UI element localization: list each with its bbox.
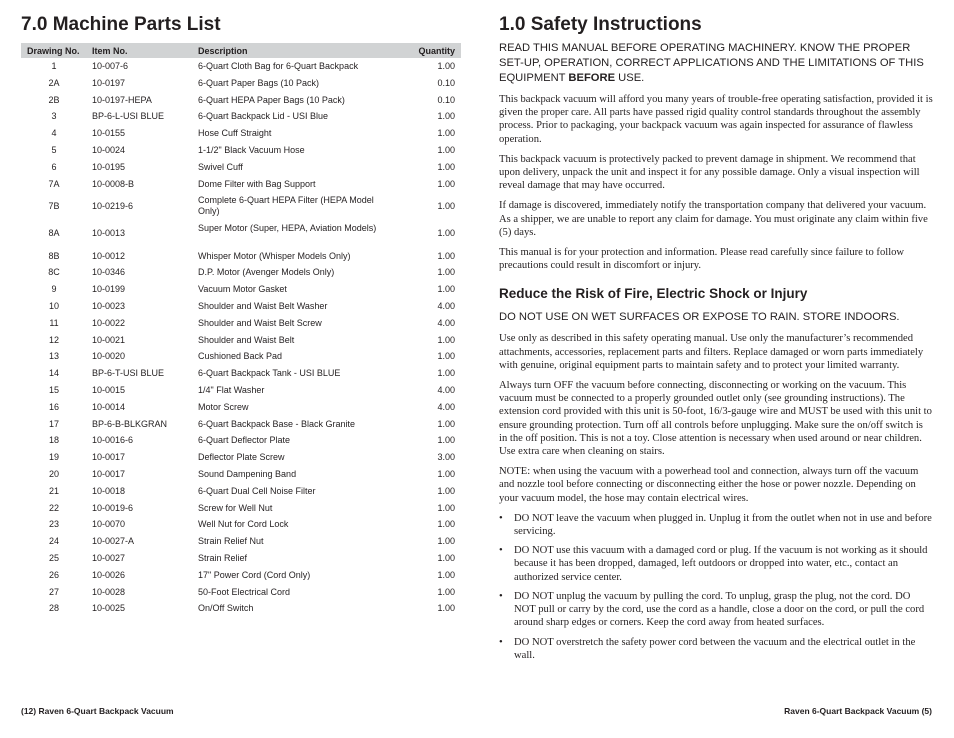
item-no-cell: 10-0020 — [92, 351, 126, 362]
quantity-cell: 1.00 — [437, 435, 455, 446]
safety-page — [499, 14, 933, 668]
quantity-cell: 1.00 — [437, 144, 455, 155]
quantity-cell: 3.00 — [437, 452, 455, 463]
item-no-cell: 10-0015 — [92, 384, 126, 395]
parts-table-row — [21, 142, 461, 159]
quantity-cell: 1.00 — [437, 250, 455, 261]
drawing-no-cell: 26 — [48, 569, 59, 580]
drawing-no-cell: 28 — [48, 603, 59, 614]
bullet-text: DO NOT overstretch the safety power cord between the vacuum and the electrical outlet in the wall. — [514, 636, 916, 661]
parts-table-row — [21, 332, 461, 349]
quantity-cell: 1.00 — [437, 128, 455, 139]
parts-list-title: 7.0 Machine Parts List — [21, 14, 221, 35]
quantity-cell: 1.00 — [437, 61, 455, 71]
parts-table-row — [21, 550, 461, 567]
description-cell: Shoulder and Waist Belt Washer — [198, 300, 328, 311]
intro-text-b: USE. — [615, 72, 645, 84]
description-cell: 6-Quart Backpack Lid - USI Blue — [198, 111, 329, 122]
description-cell: Deflector Plate Screw — [198, 452, 285, 463]
drawing-no-cell: 23 — [48, 519, 59, 530]
drawing-no-cell: 20 — [48, 468, 59, 479]
description-cell: Screw for Well Nut — [198, 502, 273, 513]
drawing-no-cell: 10 — [48, 300, 59, 311]
drawing-no-cell: 24 — [48, 536, 59, 547]
header-item-no: Item No. — [87, 43, 193, 58]
bullet-text: DO NOT use this vacuum with a damaged cord or plug. If the vacuum is not working as it should because it has been dropped, damaged, left outdoors or dropped into water, etc., contact an authorized service center. — [514, 545, 928, 583]
description-cell: Swivel Cuff — [198, 161, 243, 172]
description-cell: Sound Dampening Band — [198, 468, 297, 479]
description-cell: 6-Quart Backpack Base - Black Granite — [198, 418, 356, 429]
bullet-icon: • — [499, 590, 503, 602]
description-cell: 6-Quart Paper Bags (10 Pack) — [198, 77, 320, 88]
item-no-cell: 10-0013 — [92, 228, 126, 239]
description-cell: Whisper Motor (Whisper Models Only) — [198, 250, 351, 261]
description-cell: Shoulder and Waist Belt Screw — [198, 317, 322, 328]
item-no-cell: 10-0019-6 — [92, 502, 134, 513]
description-cell: Shoulder and Waist Belt — [198, 334, 295, 345]
parts-table-row — [21, 365, 461, 382]
drawing-no-cell: 7A — [48, 178, 60, 189]
parts-table-row — [21, 449, 461, 466]
description-cell: Well Nut for Cord Lock — [198, 519, 289, 530]
parts-table-row — [21, 264, 461, 281]
parts-table-row — [21, 125, 461, 142]
bullet-item — [499, 512, 933, 538]
description-cell: Strain Relief — [198, 552, 248, 563]
description-cell: 6-Quart HEPA Paper Bags (10 Pack) — [198, 94, 345, 105]
item-no-cell: 10-0197 — [92, 77, 126, 88]
parts-table-header — [21, 43, 461, 58]
parts-table-row — [21, 500, 461, 517]
item-no-cell: 10-0197-HEPA — [92, 94, 152, 105]
description-cell: Hose Cuff Straight — [198, 128, 272, 139]
quantity-cell: 0.10 — [437, 94, 455, 105]
wet-surfaces-warning: DO NOT USE ON WET SURFACES OR EXPOSE TO RAIN. STORE INDOORS. — [499, 311, 900, 324]
bullet-text: DO NOT unplug the vacuum by pulling the cord. To unplug, grasp the plug, not the cord. DO NOT pull or carry by the cord, use the cord as a handle, close a door on the cord, or pull the cord around sharp edges or corners. Keep the cord away from heated surfaces. — [514, 590, 925, 629]
parts-table-row — [21, 176, 461, 193]
description-cell: On/Off Switch — [198, 603, 254, 614]
parts-table-row — [21, 108, 461, 125]
quantity-cell: 4.00 — [437, 401, 455, 412]
item-no-cell: 10-0016-6 — [92, 435, 134, 446]
description-cell: Strain Relief Nut — [198, 536, 264, 547]
parts-table-row — [21, 192, 461, 220]
description-cell: Dome Filter with Bag Support — [198, 178, 316, 189]
parts-table — [21, 43, 461, 617]
quantity-cell: 1.00 — [437, 334, 455, 345]
paragraph-turn-off: Always turn OFF the vacuum before connecting, disconnecting or working on the vacuum. This vacuum must be connected to a properly grounded outlet only (see grounding instructions). The extension cord provided with this unit is 50-foot, 16/3-gauge wire and MUST be used with this unit to ensure grounding protection. Turn off all controls before unplugging. Make sure the on/off switch is in the off position. This is not a toy. Close attention is necessary when used around or near children. Use extra care when cleaning on stairs. — [499, 380, 932, 458]
item-no-cell: 10-0195 — [92, 161, 126, 172]
quantity-cell: 1.00 — [437, 603, 455, 614]
drawing-no-cell: 4 — [51, 128, 57, 139]
paragraph-care: This backpack vacuum will afford you many years of trouble-free operating satisfaction, provided it is given the proper care. All parts have passed rigid quality control standards throughout the assembly process. Prior to packaging, your backpack vacuum was again inspected for assurance of flawless operation. — [499, 94, 933, 145]
quantity-cell: 1.00 — [437, 178, 455, 189]
parts-table-row — [21, 533, 461, 550]
parts-list-page — [21, 14, 461, 617]
quantity-cell: 1.00 — [437, 368, 455, 379]
quantity-cell: 1.00 — [437, 586, 455, 597]
description-cell: 1-1/2" Black Vacuum Hose — [198, 144, 305, 155]
description-cell: Super Motor (Super, HEPA, Aviation Models) — [198, 222, 377, 233]
description-cell: Cushioned Back Pad — [198, 351, 283, 362]
parts-table-row — [21, 483, 461, 500]
parts-table-row — [21, 600, 461, 617]
drawing-no-cell: 9 — [51, 284, 57, 295]
quantity-cell: 1.00 — [437, 485, 455, 496]
item-no-cell: 10-0021 — [92, 334, 126, 345]
item-no-cell: 10-007-6 — [92, 61, 129, 71]
paragraph-use-only: Use only as described in this safety operating manual. Use only the manufacturer’s recommended attachments, accessories, replacement parts and filters. Replace damaged or worn parts immediately with genuine, original equipment parts to maintain safety and to protect your limited warranty. — [499, 333, 924, 371]
description-cell: Vacuum Motor Gasket — [198, 284, 287, 295]
quantity-cell: 4.00 — [437, 300, 455, 311]
item-no-cell: 10-0155 — [92, 128, 126, 139]
item-no-cell: 10-0026 — [92, 569, 126, 580]
drawing-no-cell: 1 — [51, 61, 57, 71]
header-quantity: Quantity — [398, 43, 461, 58]
item-no-cell: BP-6-L-USI BLUE — [92, 111, 165, 122]
bullet-icon: • — [499, 636, 503, 648]
drawing-no-cell: 2A — [48, 77, 60, 88]
drawing-no-cell: 13 — [48, 351, 59, 362]
item-no-cell: 10-0027 — [92, 552, 126, 563]
item-no-cell: 10-0346 — [92, 267, 126, 278]
parts-table-row — [21, 92, 461, 109]
parts-table-row — [21, 399, 461, 416]
drawing-no-cell: 6 — [51, 161, 57, 172]
quantity-cell: 1.00 — [437, 111, 455, 122]
bullet-text: DO NOT leave the vacuum when plugged in. Unplug it from the outlet when not in use and before servicing. — [514, 512, 932, 538]
quantity-cell: 1.00 — [437, 267, 455, 278]
drawing-no-cell: 12 — [48, 334, 59, 345]
item-no-cell: 10-0025 — [92, 603, 126, 614]
quantity-cell: 1.00 — [437, 228, 455, 239]
bullet-item — [499, 544, 933, 584]
item-no-cell: 10-0023 — [92, 300, 126, 311]
right-page-footer: Raven 6-Quart Backpack Vacuum (5) — [784, 706, 932, 716]
quantity-cell: 0.10 — [437, 77, 455, 88]
item-no-cell: 10-0022 — [92, 317, 126, 328]
parts-table-row — [21, 159, 461, 176]
parts-table-row — [21, 298, 461, 315]
quantity-cell: 4.00 — [437, 317, 455, 328]
description-cell: 17" Power Cord (Cord Only) — [198, 569, 311, 580]
parts-table-row — [21, 516, 461, 533]
parts-table-row — [21, 584, 461, 601]
drawing-no-cell: 11 — [49, 317, 59, 328]
bullet-icon: • — [499, 545, 503, 557]
header-drawing-no: Drawing No. — [21, 43, 87, 58]
description-cell: Complete 6-Quart HEPA Filter (HEPA Model Only) — [198, 195, 374, 217]
item-no-cell: 10-0017 — [92, 468, 126, 479]
bullet-item — [499, 590, 933, 630]
item-no-cell: 10-0199 — [92, 284, 126, 295]
quantity-cell: 4.00 — [437, 384, 455, 395]
item-no-cell: 10-0012 — [92, 250, 126, 261]
quantity-cell: 1.00 — [437, 200, 455, 211]
parts-table-row — [21, 281, 461, 298]
item-no-cell: 10-0008-B — [92, 178, 135, 189]
quantity-cell: 1.00 — [437, 351, 455, 362]
drawing-no-cell: 2B — [48, 94, 60, 105]
item-no-cell: 10-0018 — [92, 485, 126, 496]
drawing-no-cell: 21 — [48, 485, 59, 496]
parts-table-row — [21, 348, 461, 365]
parts-table-row — [21, 220, 461, 248]
drawing-no-cell: 25 — [48, 552, 59, 563]
left-page-footer: (12) Raven 6-Quart Backpack Vacuum — [21, 706, 174, 716]
drawing-no-cell: 17 — [48, 418, 59, 429]
description-cell: 6-Quart Dual Cell Noise Filter — [198, 485, 316, 496]
description-cell: Motor Screw — [198, 401, 249, 412]
item-no-cell: 10-0219-6 — [92, 200, 134, 211]
bullet-icon: • — [499, 512, 503, 524]
safety-title: 1.0 Safety Instructions — [499, 14, 702, 35]
drawing-no-cell: 14 — [48, 368, 59, 379]
description-cell: 50-Foot Electrical Cord — [198, 586, 291, 597]
bullet-item — [499, 636, 933, 662]
parts-table-row — [21, 75, 461, 92]
drawing-no-cell: 3 — [51, 111, 57, 122]
item-no-cell: BP-6-T-USI BLUE — [92, 368, 165, 379]
paragraph-damage: If damage is discovered, immediately notify the transportation company that delivered your vacuum. As a shipper, we are unable to report any claim for damage. You must originate any claim within five (5) days. — [499, 200, 928, 238]
item-no-cell: 10-0028 — [92, 586, 126, 597]
drawing-no-cell: 8C — [48, 267, 60, 278]
item-no-cell: 10-0027-A — [92, 536, 135, 547]
quantity-cell: 1.00 — [437, 519, 455, 530]
parts-table-row — [21, 248, 461, 265]
description-cell: 6-Quart Deflector Plate — [198, 435, 291, 446]
paragraph-packing: This backpack vacuum is protectively packed to prevent damage in shipment. We recommend that upon delivery, unpack the unit and inspect it for any possible damage. Only a visual inspection will reveal damage that may have occurred. — [499, 153, 920, 192]
drawing-no-cell: 27 — [48, 586, 59, 597]
description-cell: 6-Quart Backpack Tank - USI BLUE — [198, 368, 341, 379]
risk-subtitle: Reduce the Risk of Fire, Electric Shock or Injury — [499, 286, 808, 302]
safety-bullet-list — [499, 512, 933, 662]
quantity-cell: 1.00 — [437, 468, 455, 479]
drawing-no-cell: 18 — [48, 435, 59, 446]
parts-table-row — [21, 432, 461, 449]
parts-table-row — [21, 466, 461, 483]
drawing-no-cell: 7B — [48, 200, 60, 211]
drawing-no-cell: 5 — [51, 144, 57, 155]
paragraph-note: NOTE: when using the vacuum with a powerhead tool and connection, always turn off the vacuum and nozzle tool before connecting or disconnecting either the hose or power nozzle. Depending on your vacuum model, the hose may contain electrical wires. — [499, 466, 919, 504]
parts-table-body — [21, 58, 461, 617]
intro-warning — [499, 41, 933, 86]
item-no-cell: 10-0024 — [92, 144, 126, 155]
item-no-cell: 10-0017 — [92, 452, 126, 463]
quantity-cell: 1.00 — [437, 418, 455, 429]
description-cell: 6-Quart Cloth Bag for 6-Quart Backpack — [198, 61, 359, 71]
parts-table-row — [21, 382, 461, 399]
drawing-no-cell: 22 — [48, 502, 59, 513]
parts-table-row — [21, 315, 461, 332]
drawing-no-cell: 15 — [48, 384, 59, 395]
item-no-cell: 10-0014 — [92, 401, 126, 412]
parts-table-row — [21, 58, 461, 75]
quantity-cell: 1.00 — [437, 161, 455, 172]
drawing-no-cell: 8B — [48, 250, 60, 261]
drawing-no-cell: 19 — [48, 452, 59, 463]
quantity-cell: 1.00 — [437, 502, 455, 513]
paragraph-manual: This manual is for your protection and information. Please read carefully since failure to follow precautions could result in discomfort or injury. — [499, 247, 905, 272]
intro-bold-before: BEFORE — [568, 72, 616, 84]
drawing-no-cell: 16 — [48, 401, 59, 412]
quantity-cell: 1.00 — [437, 569, 455, 580]
parts-table-row — [21, 416, 461, 433]
quantity-cell: 1.00 — [437, 284, 455, 295]
quantity-cell: 1.00 — [437, 536, 455, 547]
description-cell: 1/4" Flat Washer — [198, 384, 265, 395]
drawing-no-cell: 8A — [48, 228, 60, 239]
item-no-cell: 10-0070 — [92, 519, 126, 530]
description-cell: D.P. Motor (Avenger Models Only) — [198, 267, 335, 278]
quantity-cell: 1.00 — [437, 552, 455, 563]
intro-text-a: READ THIS MANUAL BEFORE OPERATING MACHINERY. KNOW THE PROPER SET-UP, OPERATION, CORRECT APPLICATIONS AND THE LIMITATIONS OF THIS EQUIPMENT — [499, 42, 924, 84]
parts-table-row — [21, 567, 461, 584]
header-description: Description — [193, 43, 398, 58]
item-no-cell: BP-6-B-BLKGRAN — [92, 418, 168, 429]
